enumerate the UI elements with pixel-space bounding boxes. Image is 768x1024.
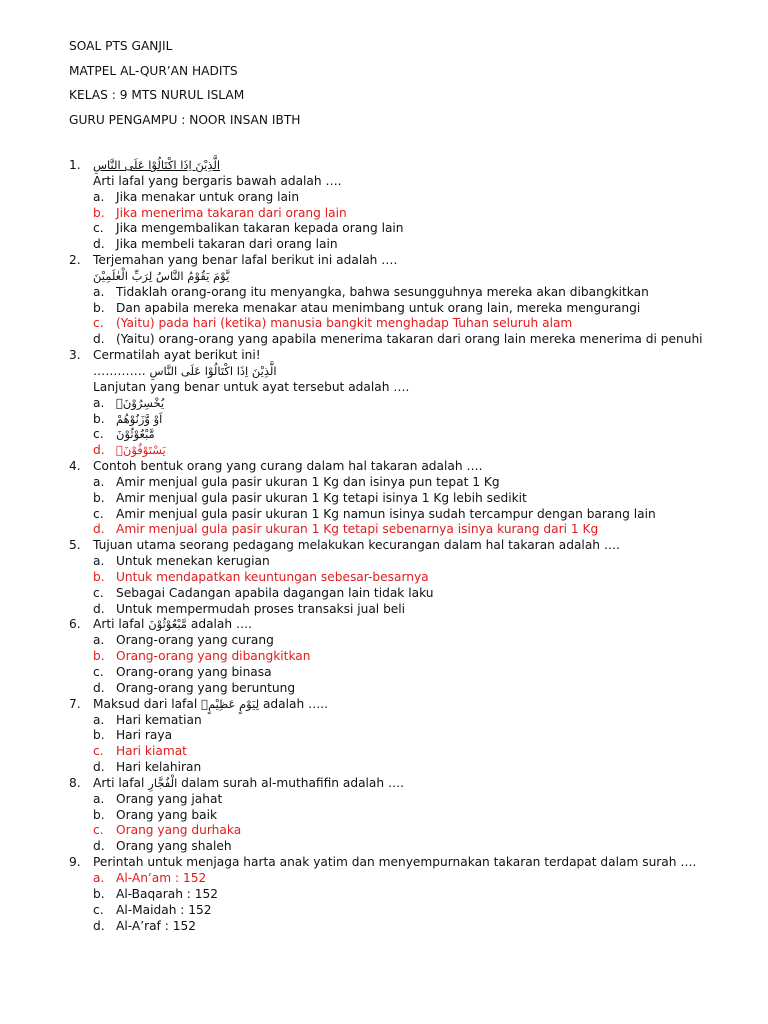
- header-title: SOAL PTS GANJIL: [69, 39, 173, 53]
- correct-option: [69, 443, 759, 459]
- option-letter: d.: [93, 443, 105, 458]
- option-letter: d.: [93, 918, 105, 933]
- question-9: [69, 855, 759, 934]
- question-5: [69, 538, 759, 617]
- question-prompt-end: adalah ….: [190, 617, 253, 632]
- question-prompt: Tujuan utama seorang pedagang melakukan kecurangan dalam hal takaran adalah ….: [93, 538, 620, 553]
- option-text: Amir menjual gula pasir ukuran 1 Kg tetapi isinya 1 Kg lebih sedikit: [116, 490, 527, 505]
- option-letter: d.: [93, 839, 105, 854]
- option-text: Orang yang durhaka: [116, 823, 242, 838]
- option-letter: c.: [93, 221, 104, 236]
- option-letter: b.: [93, 490, 105, 505]
- arabic-verse: الَّذِيْنَ اِذَا اكْتَالُوْا عَلَى النَّاسِ: [149, 363, 277, 378]
- option-text: Hari kiamat: [116, 744, 187, 759]
- option-letter: b.: [93, 807, 105, 822]
- question-number: 2.: [69, 253, 81, 268]
- question-prompt: Arti lafal: [93, 775, 145, 790]
- option-text: Orang-orang yang beruntung: [116, 680, 296, 695]
- question-number: 8.: [69, 775, 81, 790]
- question-4: [69, 459, 759, 538]
- option-text: Jika menakar untuk orang lain: [116, 189, 300, 204]
- question-prompt: Maksud dari lafal: [93, 696, 198, 711]
- arabic-word: الْفُجَّارِ: [148, 775, 178, 790]
- option-letter: c.: [93, 665, 104, 679]
- question-prompt-end: adalah …..: [262, 696, 329, 711]
- question-7: [69, 697, 759, 776]
- option-text: Al-An’am : 152: [116, 870, 207, 885]
- arabic-word: مَّبْعُوْثُوْنَ: [148, 617, 187, 632]
- question-number: 4.: [69, 459, 81, 474]
- option-text: Untuk menekan kerugian: [116, 554, 270, 569]
- option-text: Orang-orang yang dibangkitkan: [116, 649, 311, 664]
- option-text: Hari kelahiran: [116, 760, 202, 775]
- question-1: [69, 158, 759, 253]
- question-number: 3.: [69, 348, 81, 363]
- option-letter: a.: [93, 474, 105, 489]
- option-letter: c.: [93, 585, 104, 600]
- correct-option: [69, 522, 759, 538]
- option-letter: b.: [93, 300, 105, 315]
- question-6: [69, 617, 759, 696]
- option-letter: c.: [93, 902, 104, 917]
- question-prompt: Terjemahan yang benar lafal berikut ini adalah ….: [93, 253, 398, 268]
- option-letter: d.: [93, 680, 105, 695]
- option-letter: a.: [93, 554, 105, 569]
- option-text: يُخْسِرُوْنَۗ: [116, 395, 165, 410]
- question-number: 5.: [69, 538, 81, 553]
- option-letter: b.: [93, 569, 105, 584]
- option-text: Orang yang shaleh: [116, 839, 232, 854]
- question-3: [69, 348, 759, 459]
- header-subject: MATPEL AL-QUR’AN HADITS: [69, 63, 238, 78]
- question-prompt: Cermatilah ayat berikut ini!: [93, 348, 261, 363]
- option-text: Hari kematian: [116, 712, 202, 727]
- option-letter: c.: [93, 744, 104, 759]
- option-letter: b.: [93, 205, 105, 220]
- blank-dots: ………….: [93, 363, 146, 378]
- option-text: Orang yang jahat: [116, 791, 223, 806]
- option-letter: a.: [93, 189, 105, 204]
- option-text: Untuk mendapatkan keuntungan sebesar-besarnya: [116, 569, 429, 584]
- correct-option: [69, 649, 759, 665]
- option-letter: a.: [93, 870, 105, 885]
- header-class: KELAS : 9 MTS NURUL ISLAM: [69, 88, 245, 103]
- option-text: Jika menerima takaran dari orang lain: [116, 205, 347, 220]
- question-number: 7.: [69, 696, 81, 711]
- question-prompt: Arti lafal: [93, 617, 145, 632]
- option-letter: d.: [93, 760, 105, 775]
- option-text: Al-Maidah : 152: [116, 902, 212, 917]
- correct-option: [69, 823, 759, 839]
- option-text: Amir menjual gula pasir ukuran 1 Kg namun isinya sudah tercampur dengan barang lain: [116, 506, 656, 521]
- arabic-verse: الَّذِيْنَ اِذَا اكْتَالُوْا عَلَى النَّاسِ: [93, 158, 221, 172]
- option-letter: d.: [93, 601, 105, 616]
- option-text: مَّبْعُوْثُوْنَ: [116, 427, 155, 442]
- arabic-verse: يَّوْمَ يَقُوْمُ النَّاسُ لِرَبِّ الْعٰلَمِيْنَ: [93, 268, 230, 283]
- correct-option: [69, 206, 759, 222]
- option-text: Jika mengembalikan takaran kepada orang lain: [116, 221, 404, 236]
- question-number: 6.: [69, 617, 81, 632]
- option-text: Amir menjual gula pasir ukuran 1 Kg dan isinya pun tepat 1 Kg: [116, 474, 500, 489]
- question-8: [69, 776, 759, 855]
- option-letter: a.: [93, 633, 105, 648]
- question-number: 9.: [69, 855, 81, 870]
- question-prompt: Arti lafal yang bergaris bawah adalah ….: [93, 173, 342, 188]
- option-text: Orang yang baik: [116, 807, 218, 822]
- question-number: 1.: [69, 158, 81, 172]
- correct-option: [69, 744, 759, 760]
- header-teacher: GURU PENGAMPU : NOOR INSAN IBTH: [69, 112, 301, 127]
- option-text: (Yaitu) pada hari (ketika) manusia bangkit menghadap Tuhan seluruh alam: [116, 316, 573, 331]
- option-text: Untuk mempermudah proses transaksi jual beli: [116, 601, 406, 616]
- option-text: (Yaitu) orang-orang yang apabila menerima takaran dari orang lain mereka menerima di penuhi: [116, 332, 703, 347]
- option-text: Al-A’raf : 152: [116, 918, 196, 933]
- option-letter: d.: [93, 332, 105, 347]
- option-letter: b.: [93, 649, 105, 664]
- option-text: يَسْتَوْفُوْنَۖ: [116, 443, 166, 458]
- option-letter: a.: [93, 791, 105, 806]
- option-letter: a.: [93, 284, 105, 299]
- option-letter: c.: [93, 427, 104, 442]
- option-letter: b.: [93, 886, 105, 901]
- option-letter: c.: [93, 823, 104, 838]
- option-text: Jika membeli takaran dari orang lain: [116, 237, 338, 252]
- question-prompt-end: dalam surah al-muthafifin adalah ….: [181, 775, 405, 790]
- question-prompt: Contoh bentuk orang yang curang dalam hal takaran adalah ….: [93, 459, 483, 474]
- option-text: Hari raya: [116, 728, 173, 743]
- exam-header: [69, 38, 300, 136]
- option-letter: b.: [93, 411, 105, 426]
- option-letter: d.: [93, 237, 105, 252]
- option-letter: c.: [93, 506, 104, 521]
- option-text: اَوْ وَّزَنُوْهُمْ: [116, 411, 163, 426]
- correct-option: [69, 871, 759, 887]
- option-text: Orang-orang yang binasa: [116, 665, 272, 679]
- option-letter: a.: [93, 395, 105, 410]
- question-list: [69, 158, 759, 934]
- correct-option: [69, 570, 759, 586]
- option-letter: d.: [93, 522, 105, 537]
- correct-option: [69, 316, 759, 332]
- option-text: Tidaklah orang-orang itu menyangka, bahwa sesungguhnya mereka akan dibangkitkan: [116, 284, 649, 299]
- question-2: [69, 253, 759, 348]
- arabic-word: لِيَوْمٍ عَظِيْمٍۙ: [201, 696, 260, 711]
- question-prompt: Perintah untuk menjaga harta anak yatim dan menyempurnakan takaran terdapat dalam surah ….: [93, 855, 697, 870]
- question-prompt-continuation: Lanjutan yang benar untuk ayat tersebut adalah ….: [93, 379, 410, 394]
- option-text: Orang-orang yang curang: [116, 633, 274, 648]
- option-text: Dan apabila mereka menakar atau menimbang untuk orang lain, mereka mengurangi: [116, 300, 641, 315]
- option-letter: a.: [93, 712, 105, 727]
- option-letter: c.: [93, 316, 104, 331]
- option-text: Al-Baqarah : 152: [116, 886, 219, 901]
- option-text: Sebagai Cadangan apabila dagangan lain tidak laku: [116, 585, 434, 600]
- option-letter: b.: [93, 728, 105, 743]
- option-text: Amir menjual gula pasir ukuran 1 Kg tetapi sebenarnya isinya kurang dari 1 Kg: [116, 522, 599, 537]
